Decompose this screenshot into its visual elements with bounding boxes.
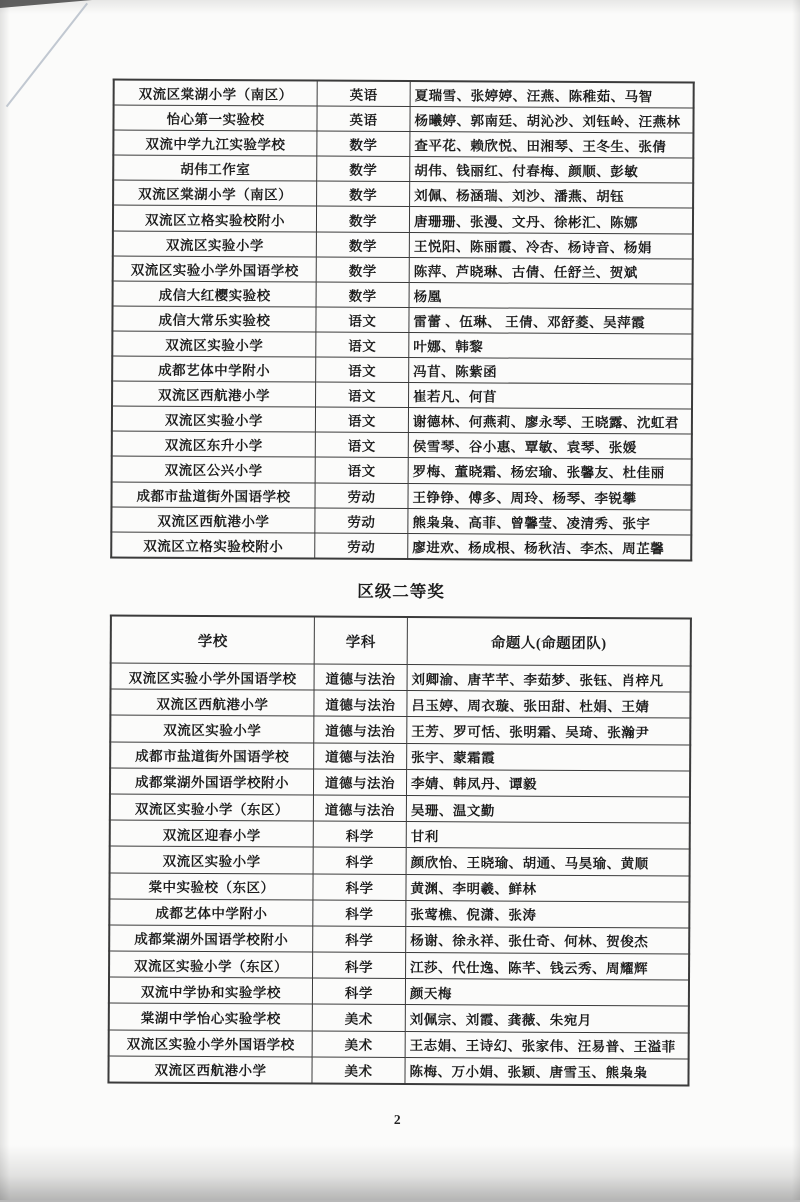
table-row — [113, 231, 693, 259]
cell-school: 双流区实验小学 — [110, 846, 314, 873]
cell-subject: 语文 — [316, 382, 409, 408]
table-row — [112, 381, 692, 409]
cell-subject: 道德与法治 — [314, 743, 407, 770]
cell-school: 成都棠湖外国语学校附小 — [109, 925, 313, 952]
table-row — [111, 663, 691, 692]
cell-subject: 语文 — [315, 407, 408, 433]
award-table-continued — [110, 78, 695, 561]
cell-school: 成信大红樱实验校 — [113, 281, 317, 307]
cell-school: 双流中学协和实验学校 — [109, 977, 313, 1004]
cell-school: 双流区实验小学外国语学校 — [113, 256, 317, 282]
cell-subject: 道德与法治 — [314, 690, 407, 717]
cell-subject: 劳动 — [315, 533, 408, 559]
table-row — [113, 281, 693, 309]
cell-subject: 数学 — [316, 232, 409, 258]
cell-subject: 美术 — [312, 1057, 405, 1084]
cell-school: 双流区西航港小学 — [108, 1056, 312, 1084]
table-row — [110, 742, 690, 771]
cell-subject: 语文 — [315, 457, 408, 483]
cell-people: 吴珊、温文勤 — [406, 795, 690, 823]
cell-school: 双流区实验小学外国语学校 — [109, 1030, 313, 1057]
cell-subject: 语文 — [316, 357, 409, 383]
cell-people: 唐珊珊、张漫、文丹、徐彬汇、陈娜 — [409, 207, 693, 234]
table-row — [109, 925, 689, 954]
table-row — [110, 768, 690, 797]
cell-people: 雷蕾 、伍琳、 王倩、邓舒菱、吴萍霞 — [409, 307, 693, 334]
cell-subject: 道德与法治 — [313, 769, 406, 796]
cell-people: 谢德林、何燕莉、廖永琴、王晓露、沈虹君 — [408, 408, 692, 435]
cell-people: 胡伟、钱丽红、付春梅、颜顺、彭敏 — [410, 157, 694, 184]
section-heading: 区级二等奖 — [357, 581, 445, 602]
cell-people: 刘佩宗、刘霞、龚薇、朱宛月 — [405, 1005, 689, 1033]
cell-school: 双流区迎春小学 — [110, 820, 314, 847]
cell-school: 双流区立格实验校附小 — [113, 205, 317, 231]
table-row — [111, 507, 691, 535]
cell-people: 颜天梅 — [405, 979, 689, 1007]
cell-subject: 科学 — [313, 926, 406, 953]
cell-school: 棠中实验校（东区） — [109, 872, 313, 899]
table-row — [108, 1056, 688, 1086]
table-row — [110, 715, 690, 744]
cell-subject: 科学 — [313, 874, 406, 901]
cell-subject: 科学 — [313, 847, 406, 874]
table-row — [110, 689, 690, 718]
cell-school: 双流区棠湖小学（南区） — [114, 79, 318, 106]
cell-subject: 科学 — [312, 978, 405, 1005]
cell-subject: 道德与法治 — [314, 664, 407, 691]
cell-people: 夏瑞雪、张婷婷、汪燕、陈稚茹、马智 — [410, 81, 694, 108]
table-row — [111, 532, 691, 561]
cell-subject: 英语 — [317, 106, 410, 132]
cell-school: 成都艺体中学附小 — [112, 356, 316, 382]
cell-school: 胡伟工作室 — [113, 155, 317, 181]
cell-subject: 数学 — [317, 181, 410, 207]
cell-people: 崔若凡、何苜 — [409, 383, 693, 410]
cell-subject: 美术 — [312, 1004, 405, 1031]
table-row — [109, 1003, 689, 1032]
table-row — [109, 977, 689, 1006]
table-row — [113, 155, 693, 183]
page-number: 2 — [393, 1111, 401, 1128]
cell-subject: 科学 — [313, 952, 406, 979]
table-row — [110, 846, 690, 875]
cell-subject: 英语 — [317, 81, 410, 107]
cell-school: 双流区实验小学 — [112, 331, 316, 357]
cell-school: 成都市盐道街外国语学校 — [110, 742, 314, 769]
cell-people: 王铮铮、傅多、周玲、杨琴、李锐攀 — [408, 483, 692, 510]
cell-people: 甘利 — [406, 822, 690, 850]
cell-school: 双流区东升小学 — [112, 431, 316, 457]
cell-subject: 语文 — [316, 332, 409, 358]
cell-school: 成信大常乐实验校 — [112, 306, 316, 332]
table-row — [109, 872, 689, 901]
table-row — [112, 406, 692, 434]
cell-people: 刘佩、杨涵瑞、刘沙、潘燕、胡钰 — [410, 182, 694, 209]
table-row — [113, 180, 693, 208]
cell-school: 双流区西航港小学 — [112, 381, 316, 407]
table-row — [111, 481, 691, 509]
cell-school: 双流区实验小学 — [113, 231, 317, 257]
cell-people: 黄渊、李明羲、鲜林 — [406, 874, 690, 902]
cell-subject: 语文 — [315, 432, 408, 458]
cell-school: 双流中学九江实验学校 — [113, 130, 317, 156]
cell-people: 王志娟、王诗幻、张家伟、汪易普、王溢菲 — [405, 1031, 689, 1059]
cell-people: 冯苜、陈紫函 — [409, 358, 693, 385]
column-header-subject: 学科 — [314, 617, 407, 665]
cell-subject: 劳动 — [315, 508, 408, 534]
cell-school: 棠湖中学怡心实验学校 — [109, 1003, 313, 1030]
cell-people: 颜欣怡、王晓瑜、胡通、马昊瑜、黄顺 — [406, 848, 690, 876]
cell-people: 杨谢、徐永祥、张仕奇、何林、贺俊杰 — [406, 926, 690, 954]
cell-subject: 科学 — [313, 900, 406, 927]
table-header-row — [111, 615, 691, 666]
cell-school: 双流区实验小学（东区） — [110, 794, 314, 821]
table-row — [113, 205, 693, 233]
column-header-people: 命题人(命题团队) — [407, 617, 691, 666]
cell-school: 双流区西航港小学 — [111, 507, 315, 533]
cell-people: 罗梅、董晓霜、杨宏瑜、张馨友、杜佳丽 — [408, 458, 692, 485]
cell-subject: 科学 — [313, 821, 406, 848]
cell-subject: 道德与法治 — [313, 795, 406, 822]
cell-school: 双流区实验小学 — [112, 406, 316, 432]
cell-people: 王芳、罗可恬、张明霜、吴琦、张瀚尹 — [407, 717, 691, 745]
cell-school: 双流区立格实验校附小 — [111, 532, 315, 559]
cell-school: 双流区实验小学（东区） — [109, 951, 313, 978]
table-row — [113, 130, 693, 158]
cell-people: 熊枭枭、高菲、曾馨莹、凌清秀、张宇 — [408, 508, 692, 535]
table-row — [112, 331, 692, 359]
cell-subject: 数学 — [317, 131, 410, 157]
cell-school: 成都艺体中学附小 — [109, 899, 313, 926]
cell-people: 江莎、代仕逸、陈芊、钱云秀、周耀辉 — [406, 953, 690, 981]
cell-school: 双流区西航港小学 — [110, 689, 314, 716]
cell-people: 查平花、赖欣悦、田湘琴、王冬生、张倩 — [410, 132, 694, 159]
table-row — [114, 79, 694, 108]
table-row — [110, 794, 690, 823]
cell-subject: 数学 — [316, 207, 409, 233]
cell-people: 张莺樵、倪潇、张涛 — [406, 900, 690, 928]
cell-subject: 数学 — [316, 282, 409, 308]
cell-people: 王悦阳、陈丽霞、冷杏、杨诗音、杨娟 — [409, 232, 693, 259]
cell-subject: 数学 — [317, 156, 410, 182]
cell-school: 成都棠湖外国语学校附小 — [110, 768, 314, 795]
cell-subject: 语文 — [316, 307, 409, 333]
cell-subject: 美术 — [312, 1031, 405, 1058]
cell-people: 侯雪琴、谷小惠、覃敏、袁琴、张媛 — [408, 433, 692, 460]
cell-school: 双流区实验小学外国语学校 — [111, 663, 315, 690]
column-header-school: 学校 — [111, 615, 315, 664]
cell-people: 刘卿渝、唐芊芊、李茹梦、张钰、肖梓凡 — [407, 665, 691, 693]
table-row — [109, 899, 689, 928]
table-row — [112, 456, 692, 484]
table-row — [110, 820, 690, 849]
cell-school: 怡心第一实验校 — [113, 105, 317, 131]
table-row — [113, 105, 693, 133]
cell-subject: 劳动 — [315, 483, 408, 509]
cell-people: 廖进欢、杨成根、杨秋洁、李杰、周芷馨 — [408, 533, 692, 560]
cell-people: 陈萍、芦晓琳、古倩、任舒兰、贺斌 — [409, 257, 693, 284]
cell-school: 双流区棠湖小学（南区） — [113, 180, 317, 206]
cell-people: 陈梅、万小娟、张颖、唐雪玉、熊枭枭 — [405, 1057, 689, 1085]
cell-school: 双流区实验小学 — [110, 715, 314, 742]
table-row — [112, 306, 692, 334]
cell-subject: 道德与法治 — [314, 716, 407, 743]
cell-people: 吕玉婷、周衣璇、张田甜、杜娟、王婧 — [407, 691, 691, 719]
table-row — [112, 431, 692, 459]
cell-school: 成都市盐道街外国语学校 — [111, 481, 315, 507]
table-row — [109, 1030, 689, 1059]
cell-people: 叶娜、韩黎 — [409, 332, 693, 359]
cell-subject: 数学 — [316, 257, 409, 283]
cell-school: 双流区公兴小学 — [112, 456, 316, 482]
table-row — [112, 356, 692, 384]
cell-people: 李婧、韩凤丹、谭毅 — [406, 769, 690, 797]
cell-people: 杨凰 — [409, 282, 693, 309]
cell-people: 张宇、蒙霜霞 — [407, 743, 691, 771]
scan-bottom-shadow — [0, 1145, 800, 1200]
cell-people: 杨曦婷、郭南廷、胡沁沙、刘钰岭、汪燕林 — [410, 107, 694, 134]
award-table-second-prize — [107, 614, 691, 1086]
table-row — [113, 256, 693, 284]
table-row — [109, 951, 689, 980]
